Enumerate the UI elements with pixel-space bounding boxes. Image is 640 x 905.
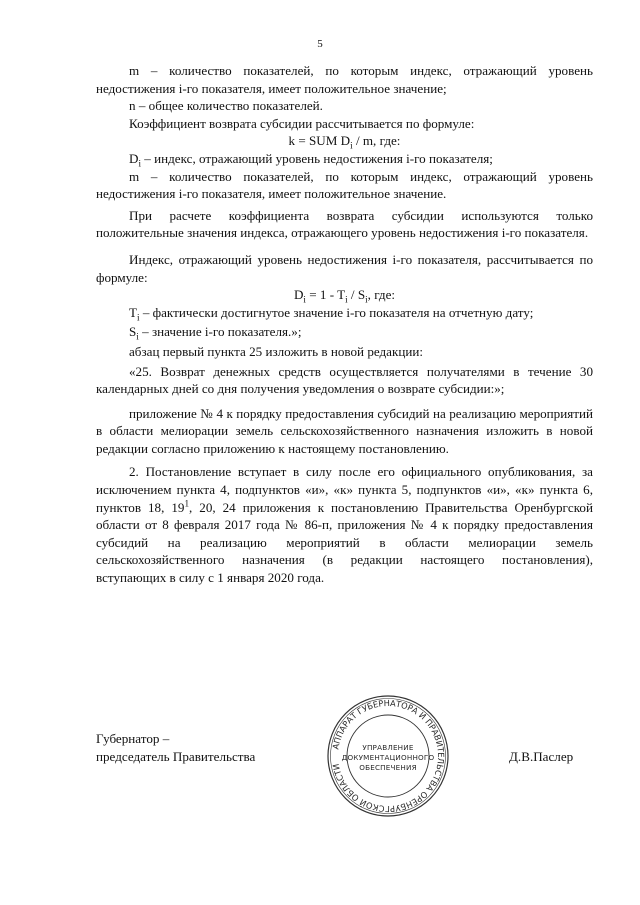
- paragraph: m – количество показателей, по которым индекс, отражающий уровень недостижения i-го показателя, имеет положительное значение.: [96, 168, 593, 202]
- official-seal: [325, 693, 451, 819]
- paragraph: приложение № 4 к порядку предоставления субсидий на реализацию мероприятий в области мелиорации земель сельскохозяйственного назначения изложить в новой редакции согласно приложению к настоящему постановлению.: [96, 405, 593, 456]
- paragraph: m – количество показателей, по которым индекс, отражающий уровень недостижения i-го показателя, имеет положительное значение;: [96, 63, 593, 96]
- position-line: председатель Правительства: [96, 749, 256, 764]
- seal-inner-line: ДОКУМЕНТАЦИОННОГО: [341, 753, 435, 762]
- position-line: Губернатор –: [96, 731, 170, 746]
- paragraph: 2. Постановление вступает в силу после его официального опубликования, за исключением пункта 4, подпунктов «и», «к» пункта 5, подпунктов «и», «к» пункта 6, пунктов 18, $19^1$, 20, 24 приложения к постановлению Правительства Оренбургской области от 8 февраля 2017 года № 86-п, приложения № 4 к порядку предоставления субсидий на реализацию мероприятий в области мелиорации земель сельскохозяйственного назначения (в редакции настоящего постановления), вступающих в силу с 1 января 2020 года.: [96, 464, 593, 586]
- seal-ring-text: АППАРАТ ГУБЕРНАТОРА И ПРАВИТЕЛЬСТВА ОРЕНБУРГСКОЙ ОБЛАСТИ: [330, 697, 447, 815]
- paragraph: $S_i$ – значение i-го показателя.»;: [129, 324, 302, 342]
- paragraph: абзац первый пункта 25 изложить в новой редакции:: [129, 343, 424, 359]
- paragraph: $T_i$ – фактически достигнутое значение i-го показателя на отчетную дату;: [129, 304, 534, 323]
- seal-inner-line: ОБЕСПЕЧЕНИЯ: [359, 763, 417, 772]
- paragraph: При расчете коэффициента возврата субсидии используются только положительные значения индекса, отражающего уровень недостижения i-го показателя.: [96, 207, 593, 241]
- signatory-position: [96, 730, 255, 766]
- signatory-name: Д.В.Паслер: [509, 749, 574, 764]
- document-body: [96, 62, 593, 587]
- page-number: 5: [317, 38, 323, 50]
- paragraph: «25. Возврат денежных средств осуществляется получателями в течение 30 календарных дней со дня получения уведомления о возврате субсидии:»;: [96, 363, 593, 397]
- seal-inner-line: УПРАВЛЕНИЕ: [362, 743, 414, 752]
- formula-coefficient: k = SUM $D_i$ / m, где:: [288, 133, 401, 151]
- paragraph: $D_i$ – индекс, отражающий уровень недостижения i-го показателя;: [129, 150, 493, 169]
- paragraph: Коэффициент возврата субсидии рассчитывается по формуле:: [129, 115, 475, 131]
- paragraph: Индекс, отражающий уровень недостижения i-го показателя, рассчитывается по формуле:: [96, 251, 593, 285]
- paragraph: n – общее количество показателей.: [129, 98, 323, 114]
- formula-index: $D_i = 1 - T_i / S_i$, где:: [293, 287, 396, 305]
